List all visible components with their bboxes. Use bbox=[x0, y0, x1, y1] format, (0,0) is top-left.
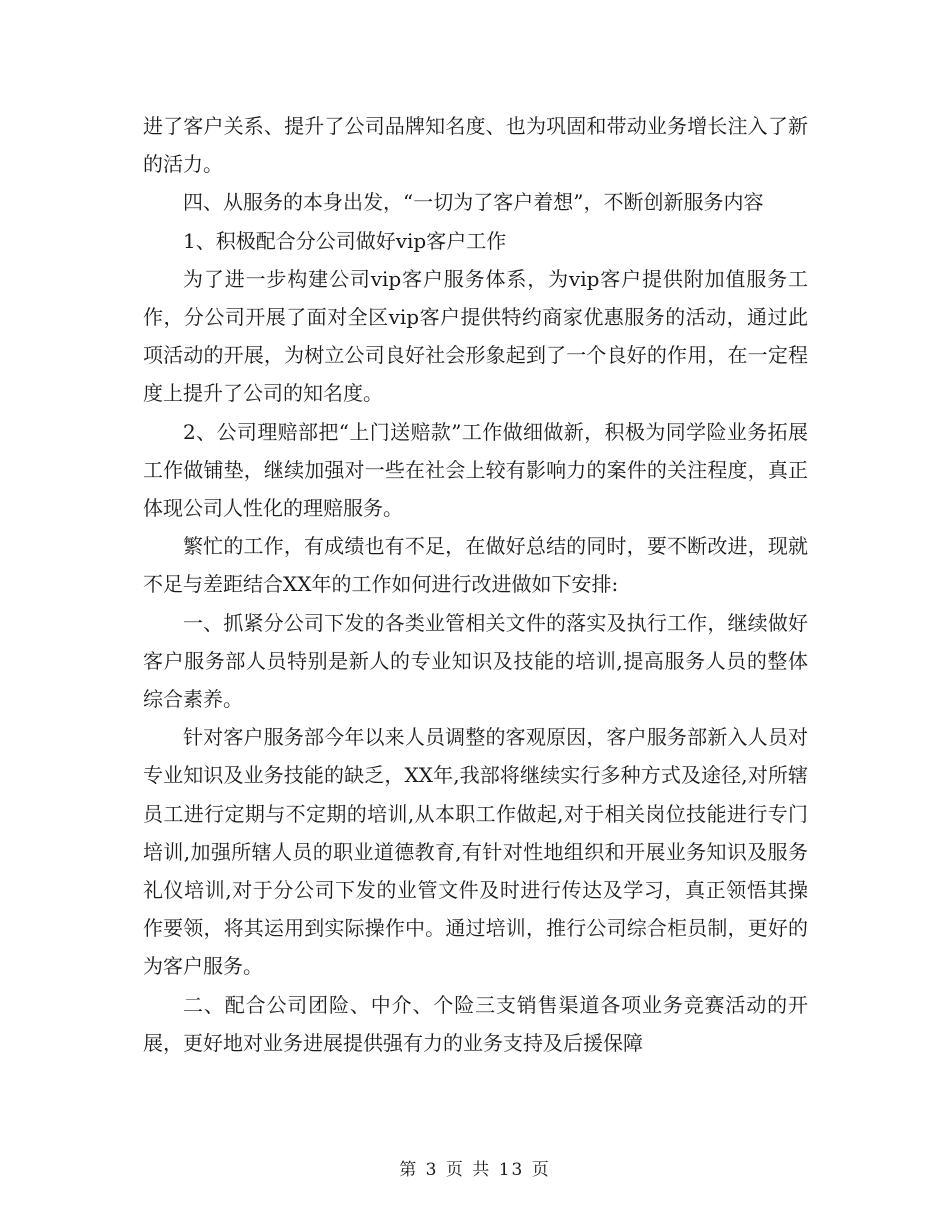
paragraph: 进了客户关系、提升了公司品牌知名度、也为巩固和带动业务增长注入了新的活力。 bbox=[143, 114, 808, 177]
section-heading: 二、配合公司团险、中介、个险三支销售渠道各项业务竞赛活动的开展，更好地对业务进展提供强有力的业务支持及后援保障 bbox=[143, 992, 808, 1055]
section-heading: 四、从服务的本身出发，“一切为了客户着想”，不断创新服务内容 bbox=[183, 190, 764, 215]
subsection-heading: 1、积极配合分公司做好vip客户工作 bbox=[183, 228, 507, 253]
paragraph: 2、公司理赔部把“上门送赔款”工作做细做新，积极为同学险业务拓展工作做铺垫，继续加强对一些在社会上较有影响力的案件的关注程度，真正体现公司人性化的理赔服务。 bbox=[143, 419, 808, 521]
paragraph: 繁忙的工作，有成绩也有不足，在做好总结的同时，要不断改进，现就不足与差距结合XX年的工作如何进行改进做如下安排: bbox=[143, 534, 808, 597]
paragraph: 为了进一步构建公司vip客户服务体系，为vip客户提供附加值服务工作，分公司开展了面对全区vip客户提供特约商家优惠服务的活动，通过此项活动的开展，为树立公司良好社会形象起到了一个良好的作用，在一定程度上提升了公司的知名度。 bbox=[143, 266, 808, 406]
document-body bbox=[143, 107, 808, 1062]
paragraph: 针对客户服务部今年以来人员调整的客观原因，客户服务部新入人员对专业知识及业务技能的缺乏，XX年,我部将继续实行多种方式及途径,对所辖员工进行定期与不定期的培训,从本职工作做起,对于相关岗位技能进行专门培训,加强所辖人员的职业道德教育,有针对性地组织和开展业务知识及服务礼仪培训,对于分公司下发的业管文件及时进行传达及学习，真正领悟其操作要领，将其运用到实际操作中。通过培训，推行公司综合柜员制，更好的为客户服务。 bbox=[143, 725, 808, 979]
paragraph: 一、抓紧分公司下发的各类业管相关文件的落实及执行工作，继续做好客户服务部人员特别是新人的专业知识及技能的培训,提高服务人员的整体综合素养。 bbox=[143, 610, 808, 712]
page-number-footer: 第 3 页 共 13 页 bbox=[399, 1160, 551, 1180]
